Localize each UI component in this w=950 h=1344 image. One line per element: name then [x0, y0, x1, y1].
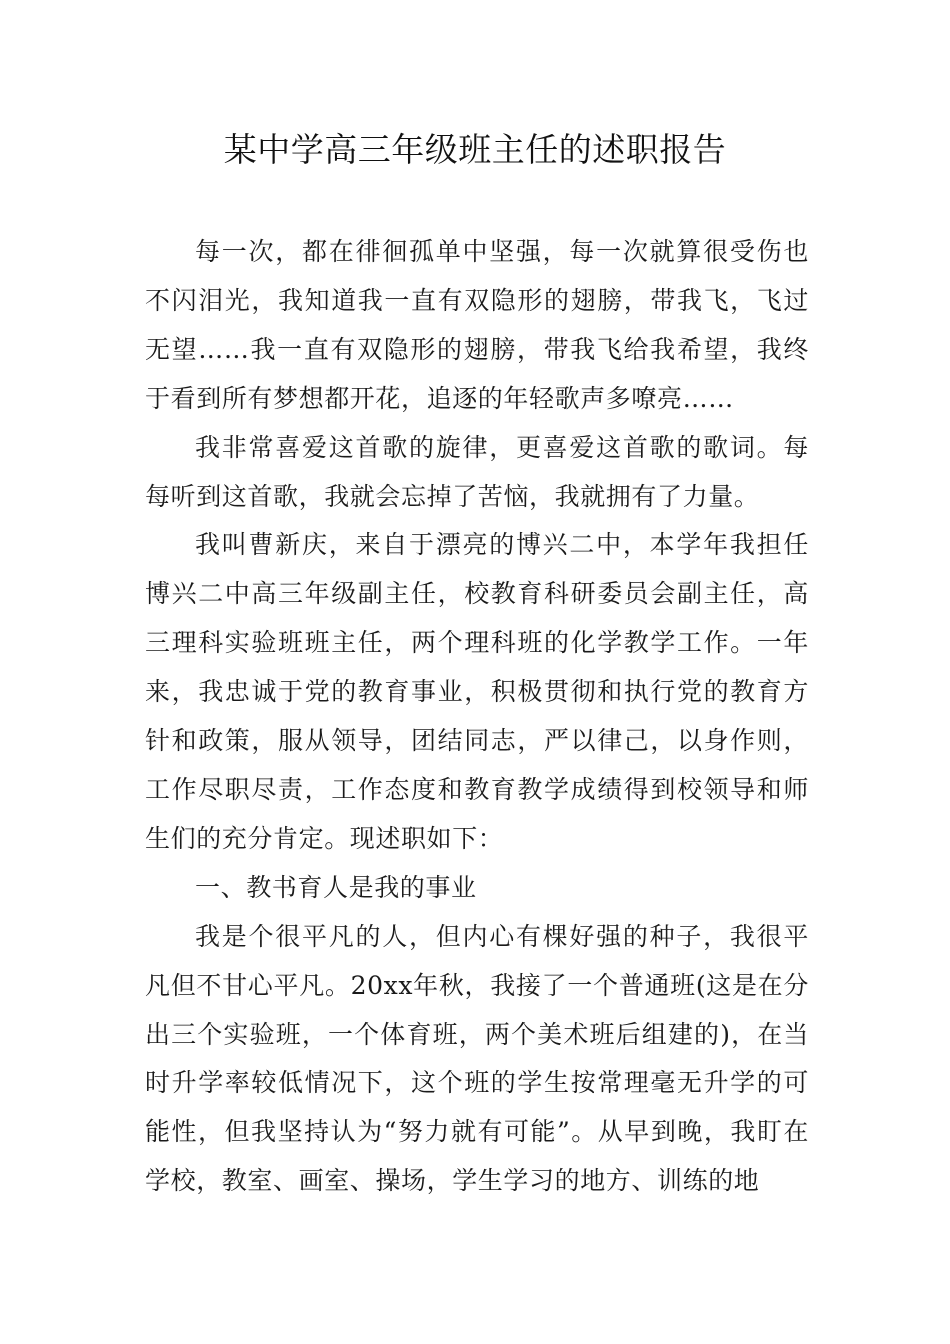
paragraph-song-feeling: 我非常喜爱这首歌的旋律，更喜爱这首歌的歌词。每每听到这首歌，我就会忘掉了苦恼，我就拥有了力量。	[145, 432, 809, 511]
paragraph-self-introduction: 我叫曹新庆，来自于漂亮的博兴二中，本学年我担任博兴二中高三年级副主任，校教育科研委员会副主任，高三理科实验班班主任，两个理科班的化学教学工作。一年来，我忠诚于党的教育事业，积极贯彻和执行党的教育方针和政策，服从领导，团结同志，严以律己，以身作则，工作尽职尽责，工作态度和教育教学成绩得到校领导和师生们的充分肯定。现述职如下：	[145, 530, 809, 853]
document-body	[145, 228, 809, 1206]
document-title: 某中学高三年级班主任的述职报告	[223, 130, 727, 169]
paragraph-teaching-career: 我是个很平凡的人，但内心有棵好强的种子，我很平凡但不甘心平凡。20xx年秋，我接了一个普通班(这是在分出三个实验班，一个体育班，两个美术班后组建的)，在当时升学率较低情况下，这个班的学生按常理毫无升学的可能性，但我坚持认为“努力就有可能”。从早到晚，我盯在学校，教室、画室、操场，学生学习的地方、训练的地	[145, 921, 809, 1196]
section-heading-1: 一、教书育人是我的事业	[195, 872, 477, 902]
paragraph-song-lyrics: 每一次，都在徘徊孤单中坚强，每一次就算很受伤也不闪泪光，我知道我一直有双隐形的翅膀，带我飞，飞过无望……我一直有双隐形的翅膀，带我飞给我希望，我终于看到所有梦想都开花，追逐的年轻歌声多嘹亮……	[145, 237, 809, 413]
